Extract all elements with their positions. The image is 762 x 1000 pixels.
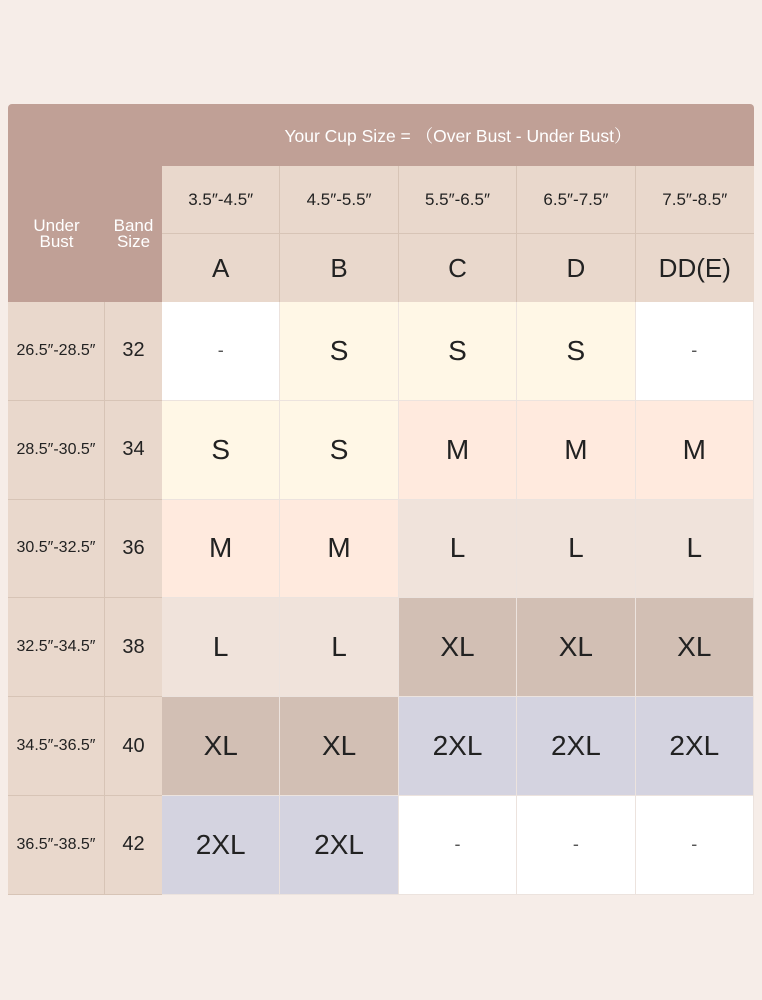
cup-range-1: 3.5″-4.5″ [162, 166, 280, 234]
size-cell: - [517, 796, 635, 895]
size-cell: L [162, 598, 280, 697]
size-cell: M [162, 500, 280, 599]
band-size: 38 [105, 598, 162, 697]
size-cell: S [162, 401, 280, 500]
size-cell: XL [517, 598, 635, 697]
size-cell: - [636, 796, 754, 895]
size-cell: L [517, 500, 635, 599]
size-cell: M [280, 500, 398, 599]
under-bust-range: 28.5″-30.5″ [8, 401, 105, 500]
size-cell: L [280, 598, 398, 697]
size-cell: M [517, 401, 635, 500]
cup-size-formula: Your Cup Size = （Over Bust - Under Bust） [284, 125, 632, 146]
size-cell: M [399, 401, 517, 500]
size-chart-table [8, 104, 754, 895]
band-size: 40 [105, 697, 162, 796]
size-cell: 2XL [280, 796, 398, 895]
cup-letter-5: DD(E) [636, 234, 754, 302]
size-cell: XL [162, 697, 280, 796]
cup-letter-4: D [517, 234, 635, 302]
band-size-header-line-2: Size [116, 232, 151, 251]
size-cell: - [636, 302, 754, 401]
under-bust-header-line-1: Under [33, 216, 80, 235]
size-cell: XL [280, 697, 398, 796]
cup-letter-1: A [162, 234, 280, 302]
under-bust-range: 32.5″-34.5″ [8, 598, 105, 697]
band-size-header [105, 166, 162, 302]
cup-range-3: 5.5″-6.5″ [399, 166, 517, 234]
size-cell: S [399, 302, 517, 401]
size-cell: - [162, 302, 280, 401]
under-bust-header-line-2: Bust [39, 232, 74, 251]
band-size: 32 [105, 302, 162, 401]
size-cell: XL [399, 598, 517, 697]
size-cell: L [399, 500, 517, 599]
under-bust-range: 30.5″-32.5″ [8, 500, 105, 599]
size-cell: 2XL [517, 697, 635, 796]
size-cell: S [280, 401, 398, 500]
size-cell: L [636, 500, 754, 599]
size-cell: 2XL [399, 697, 517, 796]
size-cell: S [517, 302, 635, 401]
size-cell: M [636, 401, 754, 500]
cup-range-4: 6.5″-7.5″ [517, 166, 635, 234]
size-cell: S [280, 302, 398, 401]
band-size: 42 [105, 796, 162, 895]
cup-range-2: 4.5″-5.5″ [280, 166, 398, 234]
band-size: 34 [105, 401, 162, 500]
under-bust-range: 36.5″-38.5″ [8, 796, 105, 895]
under-bust-header [8, 166, 105, 302]
under-bust-range: 34.5″-36.5″ [8, 697, 105, 796]
band-size: 36 [105, 500, 162, 599]
under-bust-range: 26.5″-28.5″ [8, 302, 105, 401]
band-size-header-line-1: Band [113, 216, 154, 235]
size-cell: XL [636, 598, 754, 697]
size-cell: - [399, 796, 517, 895]
size-cell: 2XL [162, 796, 280, 895]
cup-range-5: 7.5″-8.5″ [636, 166, 754, 234]
cup-letter-2: B [280, 234, 398, 302]
cup-letter-3: C [399, 234, 517, 302]
size-cell: 2XL [636, 697, 754, 796]
